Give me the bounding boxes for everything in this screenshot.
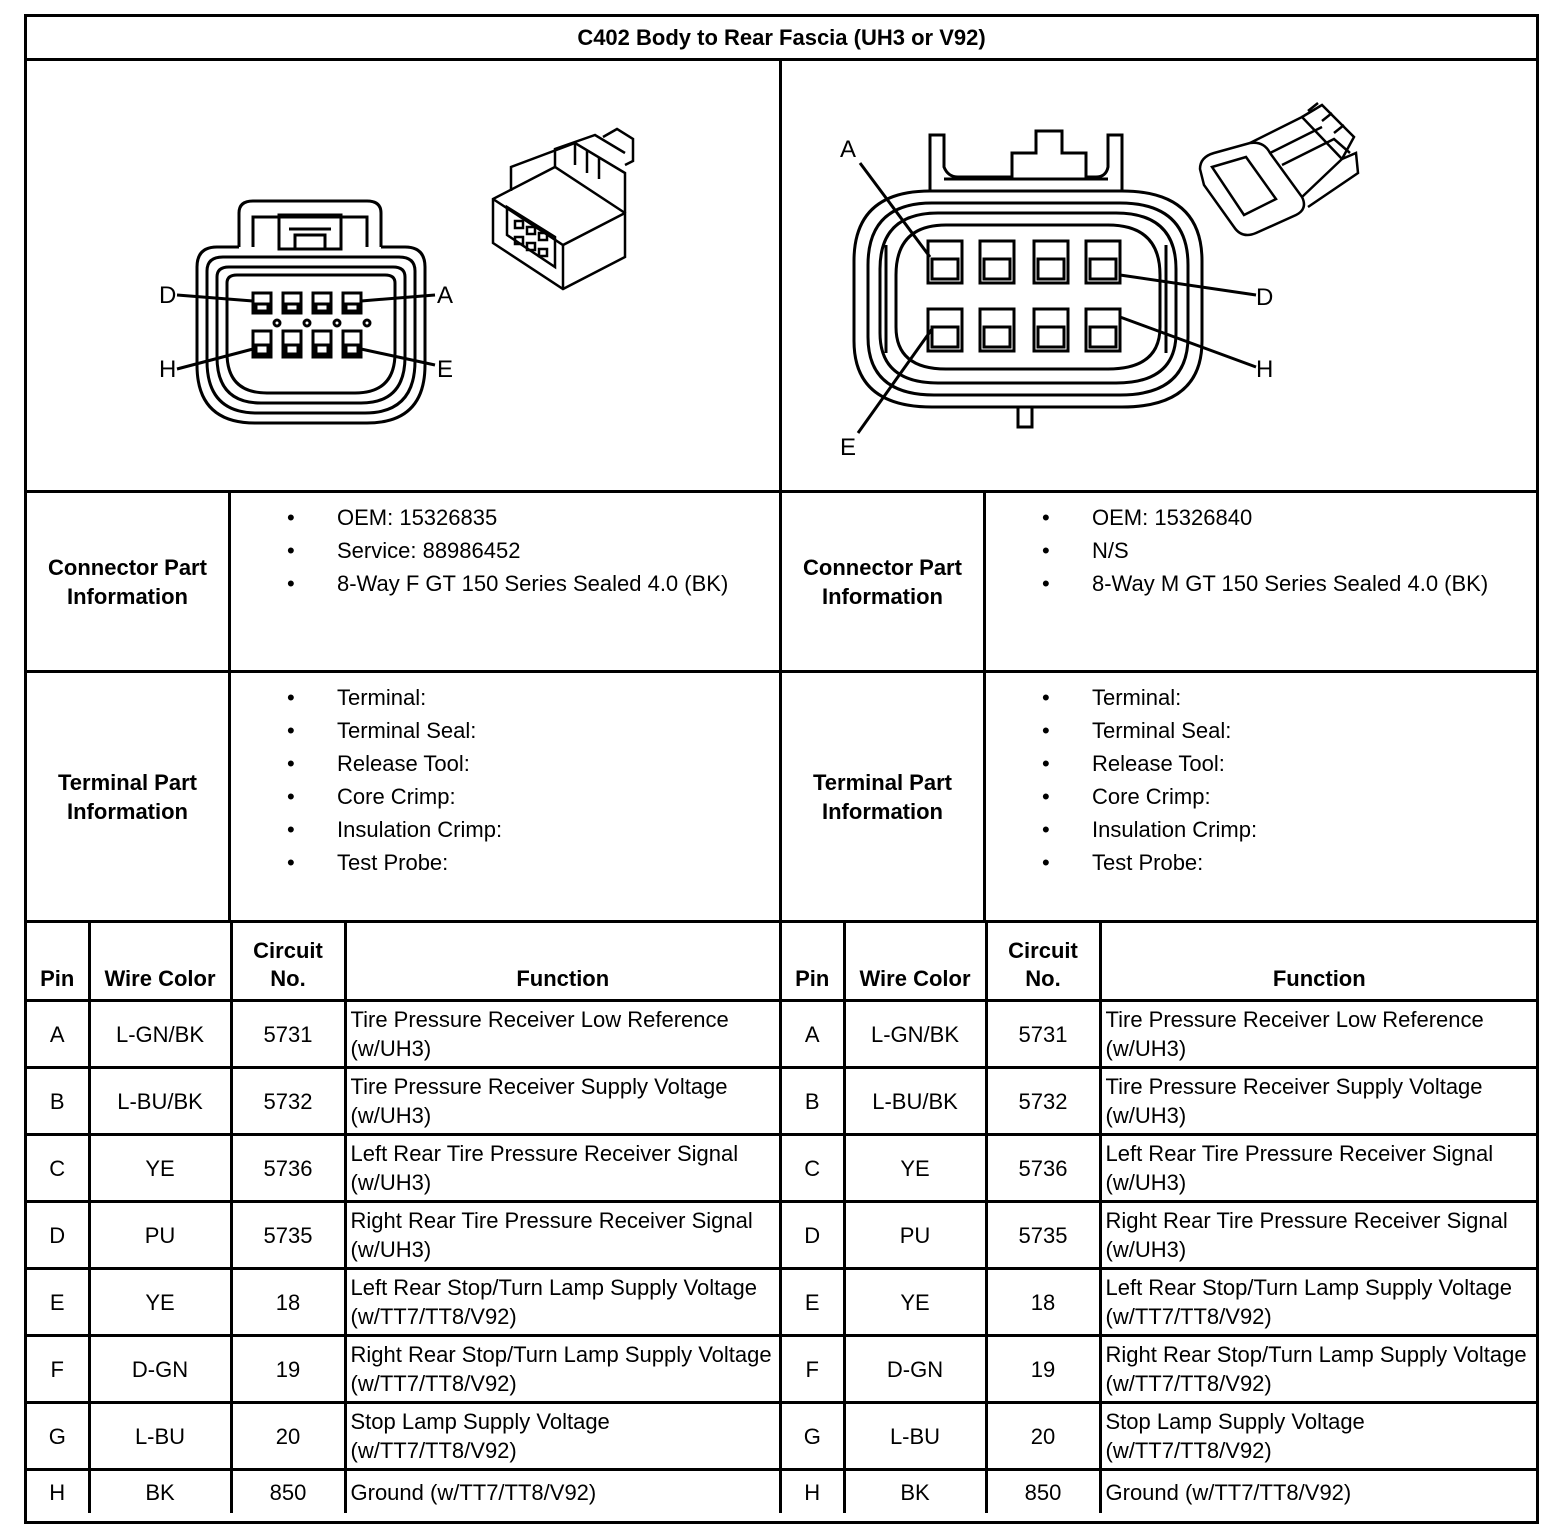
bullet-icon: • [287,505,295,530]
outer-shell [197,247,425,423]
circuit-cell: 19 [231,1336,345,1403]
col-header-pin: Pin [782,922,844,1001]
bullet-icon: • [287,718,295,743]
pin-cell: F [27,1336,89,1403]
function-cell: Tire Pressure Receiver Low Reference (w/UH3) [1100,1001,1537,1068]
left-label-a: A [437,282,454,309]
right-terminal-items [986,673,1526,881]
bullet-icon: • [1042,685,1050,710]
bullet-icon: • [1042,751,1050,776]
connector-part-label: Connector Part Information [27,493,231,670]
wire-color-cell: PU [89,1202,231,1269]
list-item: • N/S [1042,538,1129,563]
function-cell: Left Rear Stop/Turn Lamp Supply Voltage (w/TT7/TT8/V92) [1100,1269,1537,1336]
pin-cell: D [782,1202,844,1269]
wire-color-cell: L-BU [89,1403,231,1470]
circuit-cell: 5736 [986,1135,1100,1202]
table-row [782,1068,1537,1135]
bullet-icon: • [1042,718,1050,743]
connector-part-label: Connector Part Information [782,493,986,670]
right-connector-part-info [782,490,1537,670]
col-header-circuit: Circuit No. [231,922,345,1001]
function-cell: Tire Pressure Receiver Low Reference (w/UH3) [345,1001,781,1068]
function-cell: Left Rear Tire Pressure Receiver Signal (w/UH3) [345,1135,781,1202]
pin-cell: A [27,1001,89,1068]
connector-sheet [24,14,1539,1524]
function-cell: Stop Lamp Supply Voltage (w/TT7/TT8/V92) [1100,1403,1537,1470]
wire-color-cell: YE [89,1269,231,1336]
table-row [27,1470,781,1514]
left-label-e: E [437,356,454,383]
pin-cell: F [782,1336,844,1403]
bullet-icon: • [1042,817,1050,842]
col-header-wire-color: Wire Color [89,922,231,1001]
latch-housing [239,201,381,247]
male-connector-drawing [782,61,1536,490]
right-label-d: D [1256,284,1274,311]
bullet-icon: • [287,751,295,776]
list-item: • Release Tool: [1042,751,1225,776]
list-item: • Terminal Seal: [287,718,477,743]
pin-cell: D [27,1202,89,1269]
wire-color-cell: L-BU/BK [89,1068,231,1135]
lock-tabs [930,131,1122,191]
left-connector-items [231,493,771,602]
left-terminal-items [231,673,771,881]
pin-cell: B [27,1068,89,1135]
table-row [27,1001,781,1068]
list-item: • Test Probe: [287,850,449,875]
col-header-wire-color: Wire Color [844,922,986,1001]
table-header-row [782,922,1537,1001]
bullet-icon: • [1042,571,1050,596]
table-row [27,1135,781,1202]
circuit-cell: 18 [986,1269,1100,1336]
function-cell: Left Rear Stop/Turn Lamp Supply Voltage (w/TT7/TT8/V92) [345,1269,781,1336]
circuit-cell: 5731 [231,1001,345,1068]
table-row [27,1403,781,1470]
circuit-cell: 850 [231,1470,345,1514]
wire-color-cell: L-GN/BK [89,1001,231,1068]
col-header-circuit: Circuit No. [986,922,1100,1001]
pin-cell: G [27,1403,89,1470]
table-row [782,1135,1537,1202]
list-item: • Terminal Seal: [1042,718,1232,743]
table-row [27,1269,781,1336]
table-row [782,1269,1537,1336]
wire-color-cell: YE [844,1135,986,1202]
pin-cell: C [782,1135,844,1202]
list-item: • 8-Way M GT 150 Series Sealed 4.0 (BK) [1042,571,1489,596]
list-item: • Release Tool: [287,751,470,776]
table-row [27,1202,781,1269]
left-label-d: D [159,282,177,309]
circuit-cell: 5731 [986,1001,1100,1068]
female-connector-drawing [27,61,779,490]
wire-color-cell: D-GN [89,1336,231,1403]
table-row [27,1068,781,1135]
left-connector-part-info [27,490,782,670]
function-cell: Stop Lamp Supply Voltage (w/TT7/TT8/V92) [345,1403,781,1470]
right-connector-figure [782,61,1537,490]
female-connector-iso-view [493,129,633,289]
function-cell: Tire Pressure Receiver Supply Voltage (w/UH3) [345,1068,781,1135]
list-item: • Terminal: [1042,685,1182,710]
table-row [782,1403,1537,1470]
wire-color-cell: BK [844,1470,986,1514]
terminals-row-top [928,241,1120,283]
bullet-icon: • [287,538,295,563]
left-label-h: H [159,356,177,383]
right-pin-rows [782,1001,1537,1514]
list-item: • Insulation Crimp: [1042,817,1258,842]
bullet-icon: • [287,571,295,596]
table-header-row [27,922,781,1001]
circuit-cell: 5736 [231,1135,345,1202]
table-row [782,1336,1537,1403]
bullet-icon: • [287,685,295,710]
terminal-part-label: Terminal Part Information [27,673,231,920]
function-cell: Left Rear Tire Pressure Receiver Signal (w/UH3) [1100,1135,1537,1202]
circuit-cell: 20 [231,1403,345,1470]
bullet-icon: • [1042,784,1050,809]
list-item: • Test Probe: [1042,850,1204,875]
left-pin-table [27,920,782,1513]
bullet-icon: • [1042,850,1050,875]
circuit-cell: 20 [986,1403,1100,1470]
right-connector-items [986,493,1526,602]
bullet-icon: • [287,850,295,875]
pin-cell: B [782,1068,844,1135]
wire-color-cell: YE [89,1135,231,1202]
pin-cell: H [27,1470,89,1514]
right-label-a: A [840,136,857,163]
sheet-title: C402 Body to Rear Fascia (UH3 or V92) [27,17,1536,61]
wire-color-cell: D-GN [844,1336,986,1403]
circuit-cell: 5732 [231,1068,345,1135]
list-item: • Insulation Crimp: [287,817,503,842]
pin-cell: C [27,1135,89,1202]
latch-tab [279,215,341,249]
function-cell: Ground (w/TT7/TT8/V92) [345,1470,781,1514]
function-cell: Ground (w/TT7/TT8/V92) [1100,1470,1537,1514]
table-row [782,1470,1537,1514]
circuit-cell: 5735 [986,1202,1100,1269]
bullet-icon: • [1042,538,1050,563]
function-cell: Right Rear Tire Pressure Receiver Signal (w/UH3) [345,1202,781,1269]
pin-cell: G [782,1403,844,1470]
circuit-cell: 5735 [231,1202,345,1269]
col-header-pin: Pin [27,922,89,1001]
pin-cell: E [782,1269,844,1336]
left-terminal-part-info [27,670,782,920]
function-cell: Tire Pressure Receiver Supply Voltage (w/UH3) [1100,1068,1537,1135]
circuit-cell: 18 [231,1269,345,1336]
wire-color-cell: L-GN/BK [844,1001,986,1068]
table-row [782,1001,1537,1068]
col-header-function: Function [1100,922,1537,1001]
wire-color-cell: YE [844,1269,986,1336]
wire-color-cell: BK [89,1470,231,1514]
circuit-cell: 19 [986,1336,1100,1403]
wire-color-cell: L-BU/BK [844,1068,986,1135]
list-item: • 8-Way F GT 150 Series Sealed 4.0 (BK) [287,571,729,596]
left-pin-rows [27,1001,781,1514]
list-item: • OEM: 15326835 [287,505,498,530]
male-connector-iso-view [1200,103,1358,235]
left-connector-figure [27,61,782,490]
circuit-cell: 850 [986,1470,1100,1514]
col-header-function: Function [345,922,781,1001]
function-cell: Right Rear Tire Pressure Receiver Signal (w/UH3) [1100,1202,1537,1269]
wire-color-cell: PU [844,1202,986,1269]
cavities-row-bottom [253,331,361,357]
table-row [782,1202,1537,1269]
bullet-icon: • [287,784,295,809]
function-cell: Right Rear Stop/Turn Lamp Supply Voltage (w/TT7/TT8/V92) [345,1336,781,1403]
list-item: • Core Crimp: [1042,784,1211,809]
function-cell: Right Rear Stop/Turn Lamp Supply Voltage (w/TT7/TT8/V92) [1100,1336,1537,1403]
table-row [27,1336,781,1403]
pin-cell: E [27,1269,89,1336]
list-item: • Service: 88986452 [287,538,521,563]
right-pin-table [782,920,1537,1513]
right-terminal-part-info [782,670,1537,920]
right-label-h: H [1256,356,1274,383]
bullet-icon: • [1042,505,1050,530]
bullet-icon: • [287,817,295,842]
list-item: • Core Crimp: [287,784,456,809]
pin-cell: H [782,1470,844,1514]
pin-cell: A [782,1001,844,1068]
wire-color-cell: L-BU [844,1403,986,1470]
list-item: • Terminal: [287,685,427,710]
terminal-part-label: Terminal Part Information [782,673,986,920]
cavities-row-top [253,293,361,313]
list-item: • OEM: 15326840 [1042,505,1253,530]
right-label-e: E [840,434,857,461]
terminals-row-bottom [928,309,1120,351]
circuit-cell: 5732 [986,1068,1100,1135]
